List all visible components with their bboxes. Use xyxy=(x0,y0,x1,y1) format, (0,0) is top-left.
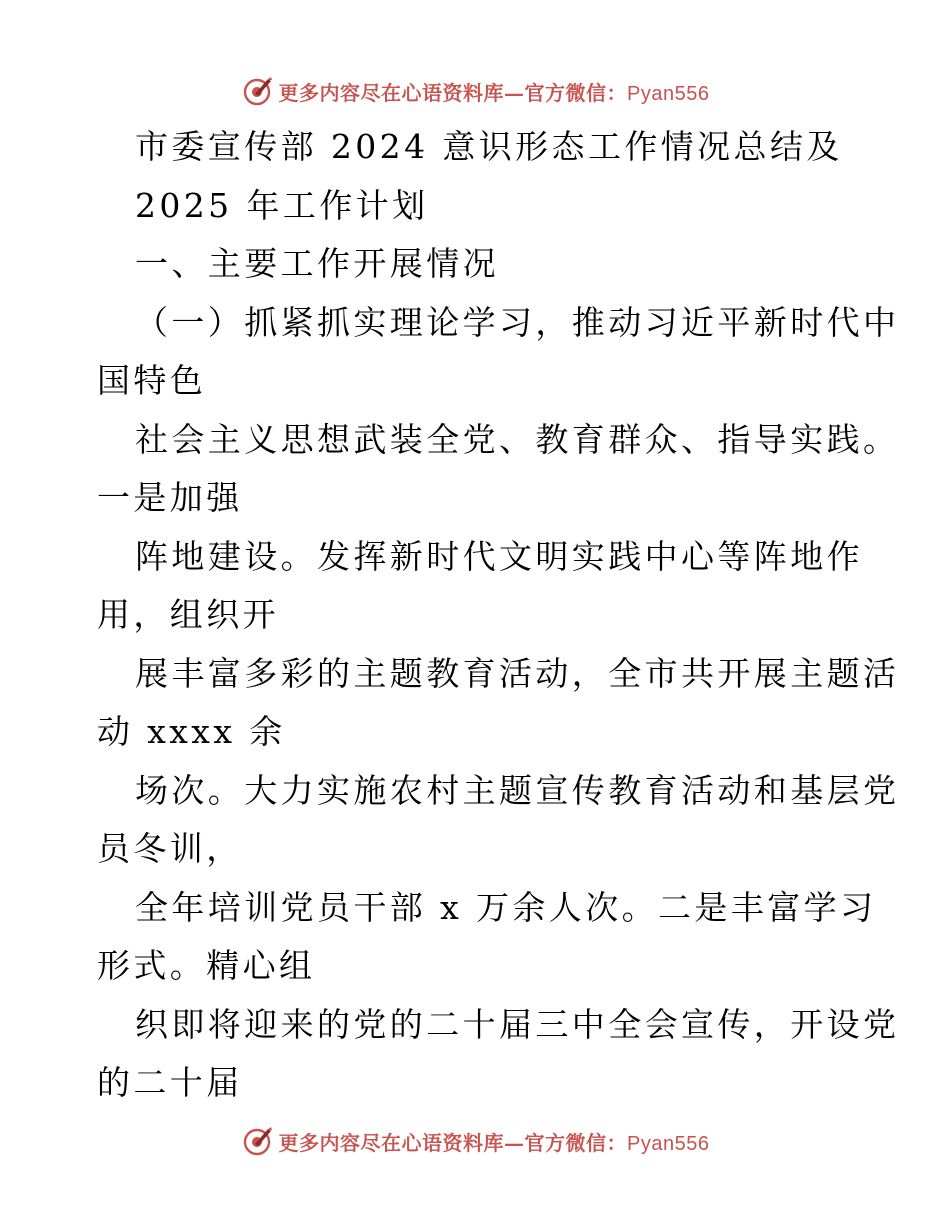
document-body xyxy=(97,118,900,1113)
text-line: 织即将迎来的党的二十届三中全会宣传，开设党 xyxy=(135,1004,900,1044)
brush-logo-icon xyxy=(241,1125,273,1157)
text-line: （一）抓紧抓实理论学习，推动习近平新时代中 xyxy=(135,302,900,342)
text-line: 2025 年工作计划 xyxy=(135,185,429,225)
text-line: 动 xxxx 余 xyxy=(97,712,286,751)
text-line: 国特色 xyxy=(97,361,207,400)
text-line: 一、主要工作开展情况 xyxy=(135,244,499,283)
text-line: 的二十届 xyxy=(97,1063,243,1102)
text-line: 用，组织开 xyxy=(97,595,279,634)
watermark-text: 更多内容尽在心语资料库—官方微信：Pyan556 xyxy=(278,80,710,105)
text-line: 社会主义思想武装全党、教育群众、指导实践。 xyxy=(135,419,900,459)
text-line: 阵地建设。发挥新时代文明实践中心等阵地作 xyxy=(135,536,863,576)
text-line: 展丰富多彩的主题教育活动，全市共开展主题活 xyxy=(135,653,900,693)
watermark-account: Pyan556 xyxy=(627,1132,710,1155)
brush-logo-icon xyxy=(241,75,273,107)
text-line: 场次。大力实施农村主题宣传教育活动和基层党 xyxy=(135,770,900,810)
text-line: 市委宣传部 2024 意识形态工作情况总结及 xyxy=(135,127,843,166)
text-line: 形式。精心组 xyxy=(97,946,316,985)
watermark-account: Pyan556 xyxy=(627,82,710,105)
text-line: 员冬训， xyxy=(97,829,243,868)
text-line: 一是加强 xyxy=(97,478,243,517)
text-line: 全年培训党员干部 x 万余人次。二是丰富学习 xyxy=(135,887,877,927)
watermark-banner-top xyxy=(0,71,950,111)
watermark-banner-bottom xyxy=(0,1121,950,1161)
watermark-text: 更多内容尽在心语资料库—官方微信：Pyan556 xyxy=(278,1130,710,1155)
